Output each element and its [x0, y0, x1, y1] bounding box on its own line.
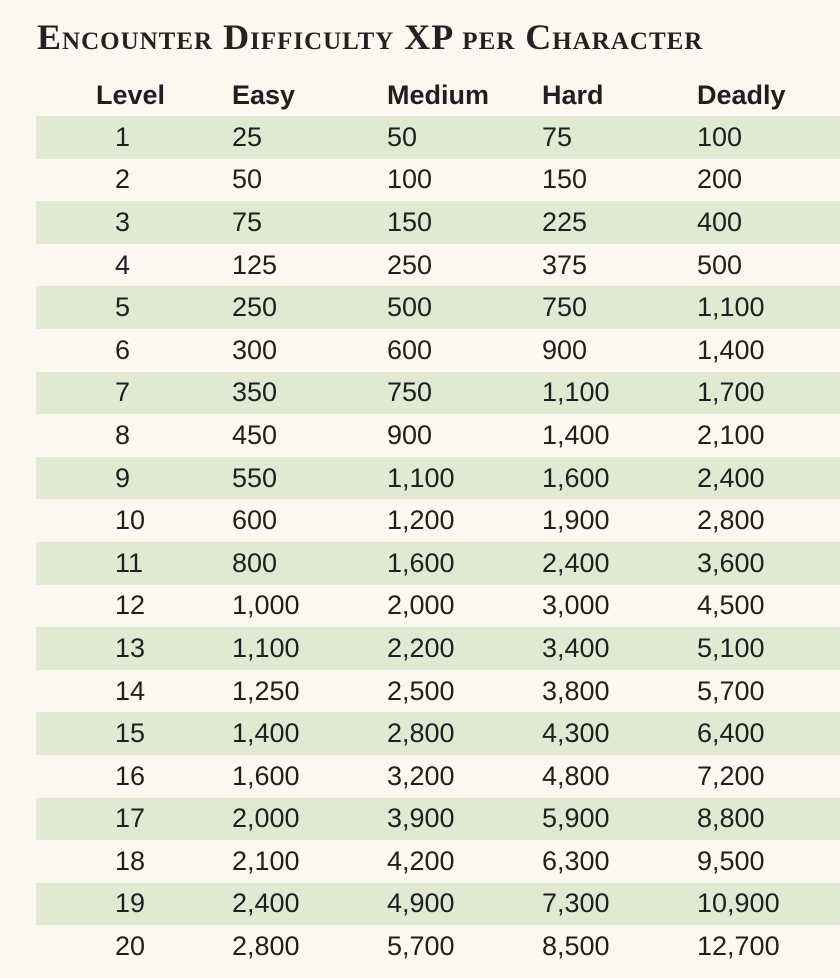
table-row — [36, 414, 840, 457]
table-row — [36, 798, 840, 841]
table-row — [36, 925, 840, 968]
cell-deadly: 7,200 — [697, 760, 765, 791]
cell-easy: 350 — [232, 377, 278, 408]
table-body — [36, 116, 840, 968]
cell-easy: 2,000 — [232, 803, 300, 834]
cell-medium: 2,800 — [387, 718, 455, 749]
cell-hard: 900 — [542, 334, 588, 365]
cell-hard: 1,900 — [542, 505, 610, 536]
cell-medium: 4,900 — [387, 888, 455, 919]
table-row — [36, 585, 840, 628]
table-row — [36, 670, 840, 713]
cell-easy: 1,600 — [232, 760, 300, 791]
cell-easy: 800 — [232, 547, 278, 578]
cell-level: 18 — [115, 845, 146, 876]
cell-medium: 1,600 — [387, 547, 455, 578]
cell-easy: 2,100 — [232, 845, 300, 876]
cell-hard: 8,500 — [542, 931, 610, 962]
cell-level: 14 — [115, 675, 146, 706]
cell-easy: 50 — [232, 164, 263, 195]
column-header-hard: Hard — [542, 79, 604, 110]
cell-level: 7 — [115, 377, 131, 408]
cell-deadly: 9,500 — [697, 845, 765, 876]
table-row — [36, 244, 840, 287]
cell-hard: 75 — [542, 121, 573, 152]
cell-medium: 1,200 — [387, 505, 455, 536]
table-header-row — [36, 74, 840, 116]
cell-hard: 225 — [542, 206, 588, 237]
column-header-level: Level — [96, 79, 166, 110]
cell-deadly: 1,700 — [697, 377, 765, 408]
cell-hard: 4,800 — [542, 760, 610, 791]
cell-deadly: 400 — [697, 206, 743, 237]
table-row — [36, 286, 840, 329]
cell-deadly: 1,100 — [697, 292, 765, 323]
cell-deadly: 5,700 — [697, 675, 765, 706]
cell-level: 4 — [115, 249, 131, 280]
cell-deadly: 8,800 — [697, 803, 765, 834]
cell-level: 3 — [115, 206, 131, 237]
cell-level: 2 — [115, 164, 131, 195]
cell-deadly: 10,900 — [697, 888, 780, 919]
cell-deadly: 500 — [697, 249, 743, 280]
cell-level: 15 — [115, 718, 146, 749]
table-row — [36, 712, 840, 755]
table-row — [36, 159, 840, 202]
cell-easy: 250 — [232, 292, 278, 323]
cell-deadly: 12,700 — [697, 931, 780, 962]
cell-level: 8 — [115, 419, 131, 450]
cell-deadly: 2,400 — [697, 462, 765, 493]
cell-deadly: 200 — [697, 164, 743, 195]
cell-easy: 1,400 — [232, 718, 300, 749]
cell-medium: 250 — [387, 249, 433, 280]
cell-medium: 3,200 — [387, 760, 455, 791]
column-header-medium: Medium — [387, 79, 490, 110]
cell-medium: 1,100 — [387, 462, 455, 493]
table-row — [36, 627, 840, 670]
cell-deadly: 5,100 — [697, 632, 765, 663]
cell-deadly: 2,800 — [697, 505, 765, 536]
cell-medium: 5,700 — [387, 931, 455, 962]
cell-deadly: 4,500 — [697, 590, 765, 621]
cell-hard: 3,400 — [542, 632, 610, 663]
cell-level: 6 — [115, 334, 131, 365]
cell-medium: 600 — [387, 334, 433, 365]
cell-deadly: 6,400 — [697, 718, 765, 749]
cell-hard: 1,600 — [542, 462, 610, 493]
page-title: Encounter Difficulty XP per Character — [37, 17, 704, 57]
column-header-easy: Easy — [232, 79, 296, 110]
cell-easy: 1,100 — [232, 632, 300, 663]
cell-hard: 6,300 — [542, 845, 610, 876]
cell-easy: 25 — [232, 121, 263, 152]
cell-deadly: 1,400 — [697, 334, 765, 365]
table-row — [36, 840, 840, 883]
cell-hard: 2,400 — [542, 547, 610, 578]
cell-deadly: 3,600 — [697, 547, 765, 578]
cell-hard: 7,300 — [542, 888, 610, 919]
cell-medium: 500 — [387, 292, 433, 323]
cell-hard: 1,100 — [542, 377, 610, 408]
cell-level: 9 — [115, 462, 131, 493]
cell-medium: 4,200 — [387, 845, 455, 876]
table-row — [36, 883, 840, 926]
cell-medium: 2,200 — [387, 632, 455, 663]
cell-medium: 150 — [387, 206, 433, 237]
cell-level: 1 — [115, 121, 131, 152]
cell-hard: 4,300 — [542, 718, 610, 749]
cell-easy: 2,400 — [232, 888, 300, 919]
cell-hard: 3,800 — [542, 675, 610, 706]
cell-level: 12 — [115, 590, 146, 621]
table-row — [36, 329, 840, 372]
xp-table — [36, 74, 840, 968]
cell-hard: 1,400 — [542, 419, 610, 450]
cell-deadly: 100 — [697, 121, 743, 152]
cell-hard: 5,900 — [542, 803, 610, 834]
cell-level: 5 — [115, 292, 131, 323]
table-row — [36, 372, 840, 415]
cell-hard: 750 — [542, 292, 588, 323]
cell-deadly: 2,100 — [697, 419, 765, 450]
cell-medium: 2,000 — [387, 590, 455, 621]
cell-medium: 50 — [387, 121, 418, 152]
table-row — [36, 116, 840, 159]
table-row — [36, 457, 840, 500]
cell-easy: 300 — [232, 334, 278, 365]
cell-medium: 750 — [387, 377, 433, 408]
column-header-deadly: Deadly — [697, 79, 786, 110]
table-row — [36, 542, 840, 585]
cell-level: 20 — [115, 931, 146, 962]
cell-easy: 75 — [232, 206, 263, 237]
cell-medium: 3,900 — [387, 803, 455, 834]
cell-easy: 550 — [232, 462, 278, 493]
cell-level: 19 — [115, 888, 146, 919]
table-row — [36, 499, 840, 542]
cell-easy: 1,250 — [232, 675, 300, 706]
cell-level: 13 — [115, 632, 146, 663]
cell-easy: 125 — [232, 249, 278, 280]
cell-hard: 3,000 — [542, 590, 610, 621]
cell-easy: 1,000 — [232, 590, 300, 621]
cell-medium: 100 — [387, 164, 433, 195]
cell-hard: 375 — [542, 249, 588, 280]
cell-easy: 600 — [232, 505, 278, 536]
cell-medium: 900 — [387, 419, 433, 450]
cell-level: 11 — [115, 547, 144, 578]
cell-level: 16 — [115, 760, 146, 791]
cell-easy: 2,800 — [232, 931, 300, 962]
cell-level: 10 — [115, 505, 146, 536]
table-row — [36, 201, 840, 244]
cell-hard: 150 — [542, 164, 588, 195]
cell-easy: 450 — [232, 419, 278, 450]
cell-medium: 2,500 — [387, 675, 455, 706]
cell-level: 17 — [115, 803, 146, 834]
table-row — [36, 755, 840, 798]
